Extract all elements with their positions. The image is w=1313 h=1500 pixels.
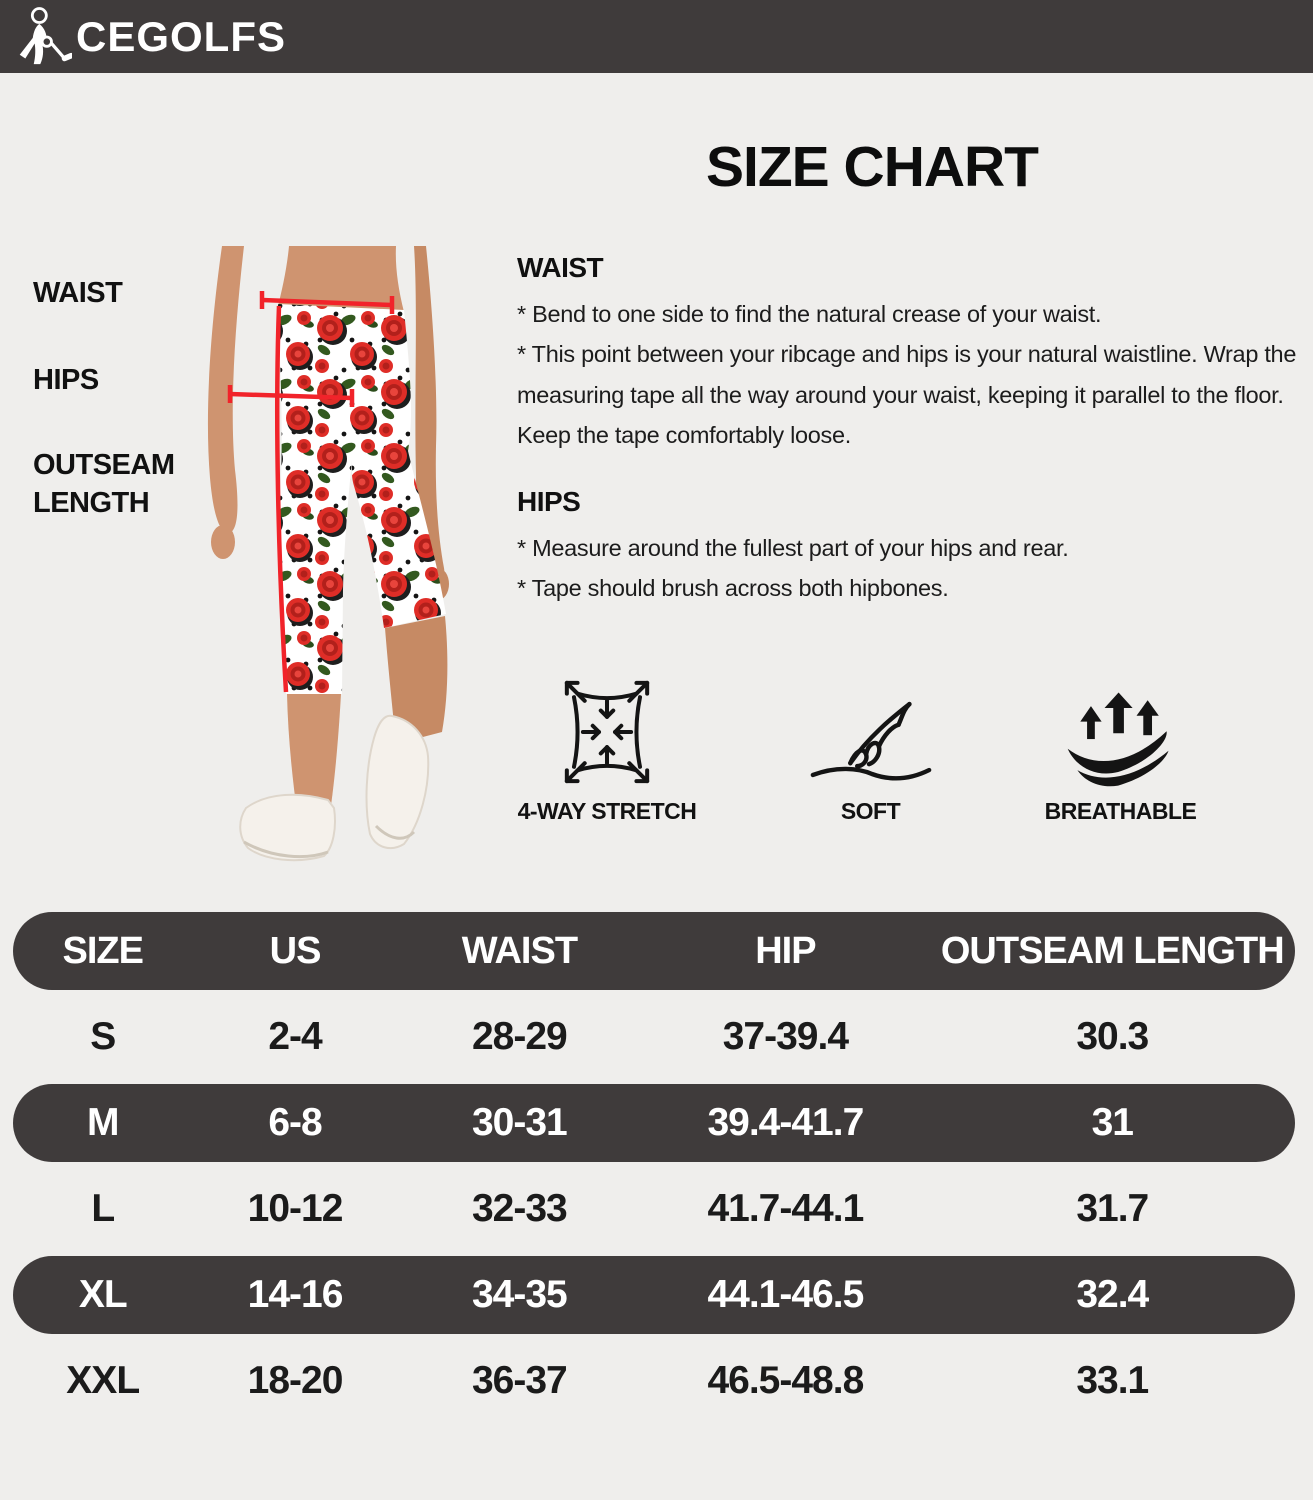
cell-size: M [86, 1101, 119, 1144]
soft-touch-icon [807, 692, 935, 790]
column-hip: HIP [755, 929, 816, 972]
cell-us: 2-4 [268, 1015, 322, 1058]
four-way-stretch-icon [557, 674, 657, 790]
cell-waist: 36-37 [471, 1359, 567, 1402]
cell-waist: 30-31 [471, 1101, 567, 1144]
hips-instruction-1: * Measure around the fullest part of your hips and rear. [517, 534, 1069, 561]
size-table-header [13, 912, 1295, 990]
cell-size: L [91, 1187, 115, 1230]
label-waist: WAIST [33, 277, 123, 309]
hips-heading: HIPS [517, 485, 581, 517]
cell-hip: 44.1-46.5 [707, 1273, 864, 1316]
cell-outseam: 31.7 [1076, 1187, 1149, 1230]
measuring-instructions [517, 252, 1309, 608]
cell-outseam: 31 [1091, 1101, 1133, 1144]
size-table [13, 912, 1295, 1428]
cell-waist: 28-29 [471, 1015, 567, 1058]
cell-size: S [90, 1015, 116, 1058]
feature-breathable [1018, 672, 1223, 825]
waist-instruction-2: * This point between your ribcage and hips is your natural waistline. Wrap the measuring tape all the way around your waist, keeping it parallel to the floor. Keep the tape comfortably loose. [517, 341, 1297, 449]
column-waist: WAIST [461, 929, 578, 972]
feature-4-way-stretch [512, 672, 702, 825]
table-row-s [13, 998, 1295, 1076]
feature-label: SOFT [840, 798, 901, 824]
waist-heading: WAIST [517, 252, 604, 283]
column-us: US [269, 929, 321, 972]
feature-label: BREATHABLE [1044, 798, 1197, 824]
cell-size: XL [78, 1273, 127, 1316]
cell-hip: 41.7-44.1 [707, 1187, 864, 1230]
column-size: SIZE [62, 929, 143, 972]
cell-hip: 46.5-48.8 [707, 1359, 864, 1402]
cell-outseam: 33.1 [1076, 1359, 1149, 1402]
cell-hip: 39.4-41.7 [707, 1101, 864, 1144]
column-outseam-length: OUTSEAM LENGTH [940, 929, 1284, 972]
waist-instruction-1: * Bend to one side to find the natural crease of your waist. [517, 301, 1102, 327]
cell-us: 14-16 [247, 1273, 343, 1316]
table-row-m [13, 1084, 1295, 1162]
cell-hip: 37-39.4 [722, 1015, 849, 1058]
cell-us: 18-20 [247, 1359, 343, 1402]
table-row-xxl [13, 1342, 1295, 1420]
label-outseam-length: OUTSEAM LENGTH [33, 449, 175, 520]
golfer-icon [16, 6, 72, 68]
cell-outseam: 30.3 [1076, 1015, 1149, 1058]
model-in-rose-capri-leggings [186, 246, 512, 886]
cell-waist: 32-33 [471, 1187, 567, 1230]
brand-header [0, 0, 1313, 73]
product-photo [186, 246, 512, 886]
cell-us: 6-8 [268, 1101, 322, 1144]
brand-name: CEGOLFS [76, 12, 287, 60]
label-hips: HIPS [33, 364, 99, 396]
breathable-icon [1058, 692, 1184, 790]
cell-waist: 34-35 [471, 1273, 567, 1316]
hips-instruction-2: * Tape should brush across both hipbones. [517, 575, 949, 602]
table-row-l [13, 1170, 1295, 1248]
page-title: SIZE CHART [706, 135, 1038, 199]
cell-us: 10-12 [247, 1187, 343, 1230]
feature-soft [778, 672, 963, 825]
feature-label: 4-WAY STRETCH [517, 798, 697, 824]
cell-outseam: 32.4 [1076, 1273, 1149, 1316]
table-row-xl [13, 1256, 1295, 1334]
cell-size: XXL [66, 1359, 140, 1402]
